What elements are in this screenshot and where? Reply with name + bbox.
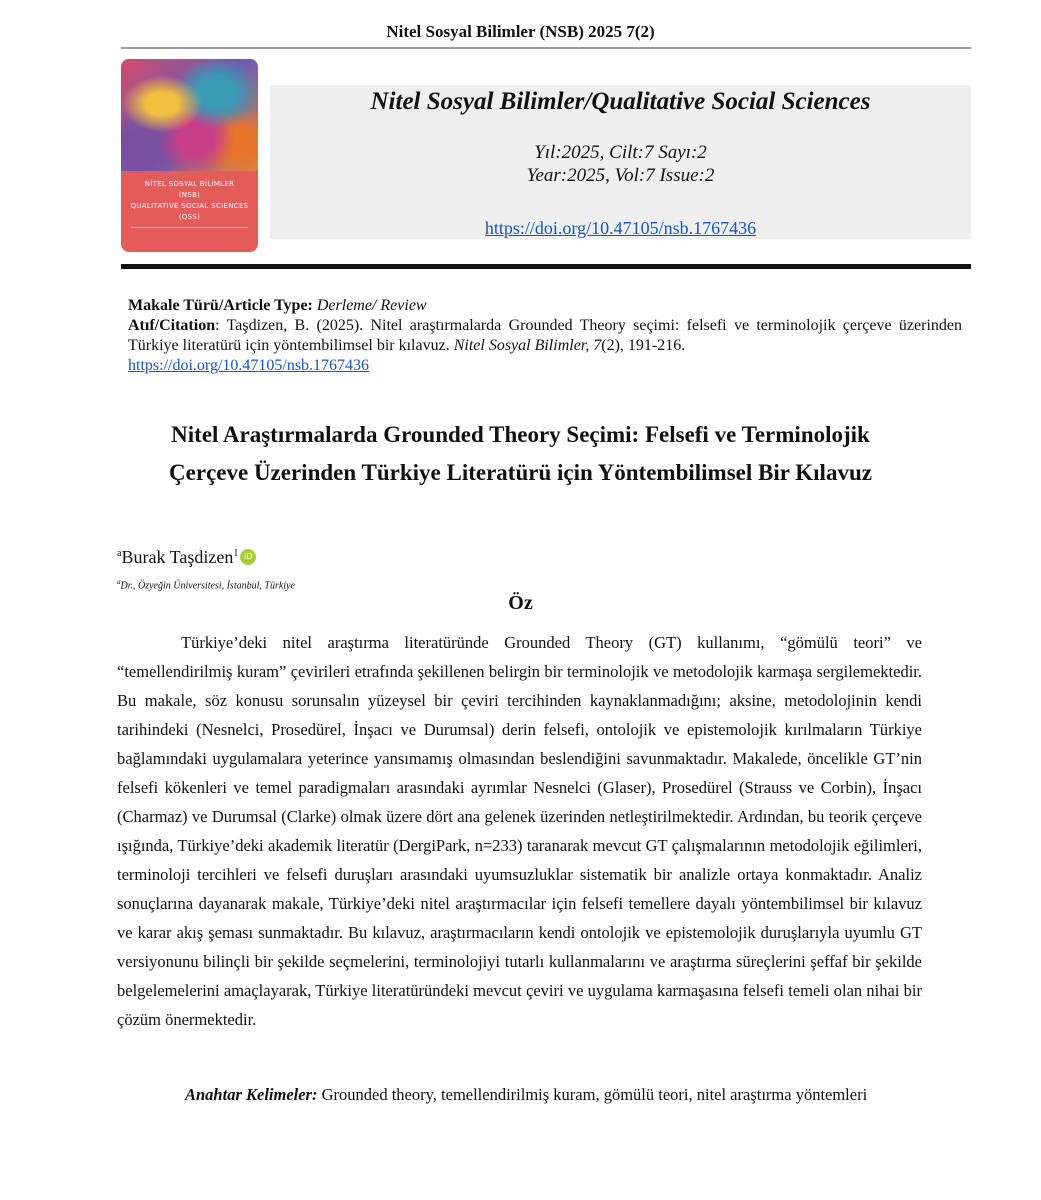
journal-issue-en: Year:2025, Vol:7 Issue:2 <box>526 165 715 186</box>
article-title <box>90 416 951 492</box>
keywords-text: Grounded theory, temellendirilmiş kuram, gömülü teori, nitel araştırma yöntemleri <box>317 1085 868 1104</box>
affiliation-prefix: a <box>117 578 121 586</box>
article-type-value: Derleme/ Review <box>316 297 427 314</box>
header-thick-rule <box>121 264 971 269</box>
journal-doi-link[interactable]: https://doi.org/10.47105/nsb.1767436 <box>484 218 757 238</box>
citation-text: : Taşdizen, B. (2025). Nitel araştırmalarda Grounded Theory seçimi: felsefi ve terminolojik çerçeve üzerinden Türkiye literatürü için yöntembilimsel bir kılavuz. <box>128 317 962 354</box>
author-line <box>117 547 256 568</box>
cover-line-3: QUALITATIVE SOCIAL SCIENCES <box>130 202 249 210</box>
author-name: Burak Taşdizen <box>121 547 234 567</box>
author-prefix: a <box>117 548 122 559</box>
citation-block <box>128 316 962 376</box>
citation-label: Atıf/Citation <box>128 317 216 334</box>
author-suffix: 1 <box>233 548 239 559</box>
cover-fine-print <box>131 227 248 248</box>
cover-line-4: (QSS) <box>178 213 201 221</box>
article-type <box>128 296 962 316</box>
keywords <box>185 1085 945 1105</box>
cover-line-2: (NSB) <box>178 191 201 199</box>
running-head: Nitel Sosyal Bilimler (NSB) 2025 7(2) <box>386 22 655 41</box>
journal-title: Nitel Sosyal Bilimler/Qualitative Social Sciences <box>370 88 871 115</box>
affiliation-text: Dr., Özyeğin Üniversitesi, İstanbul, Türkiye <box>120 580 295 592</box>
cover-text <box>127 179 252 223</box>
abstract-heading: Öz <box>508 592 533 614</box>
author-affiliation <box>117 578 295 591</box>
article-type-label: Makale Türü/Article Type: <box>128 297 313 314</box>
cover-line-1: NİTEL SOSYAL BİLİMLER <box>144 180 235 188</box>
citation-journal: Nitel Sosyal Bilimler, 7 <box>453 337 602 354</box>
journal-cover-image <box>121 59 258 252</box>
citation-doi-link[interactable]: https://doi.org/10.47105/nsb.1767436 <box>128 357 370 374</box>
article-title-line-1: Nitel Araştırmalarda Grounded Theory Seçimi: Felsefi ve Terminolojik <box>171 422 870 447</box>
header-rule <box>121 47 971 49</box>
orcid-icon[interactable]: iD <box>240 549 256 565</box>
cover-artwork <box>121 59 258 171</box>
citation-pages: (2), 191-216. <box>601 337 686 354</box>
article-title-line-2: Çerçeve Üzerinden Türkiye Literatürü için Yöntembilimsel Bir Kılavuz <box>169 460 872 485</box>
abstract-text: Türkiye’deki nitel araştırma literatüründe Grounded Theory (GT) kullanımı, “gömülü teori” ve “temellendirilmiş kuram” çevirileri etrafında şekillenen belirgin bir terminolojik ve metodolojik karmaşa sergilemektedir. Bu makale, söz konusu sorunsalın yüzeysel bir çeviri tercihinden kaynaklanmadığını; aksine, metodolojinin kendi tarihindeki (Nesnelci, Prosedürel, İnşacı ve Durumsal) derin felsefi, ontolojik ve epistemolojik kırılmaların Türkiye bağlamındaki uygulamalara yeterince yansımamış olmasından beslendiğini savunmaktadır. Makalede, öncelikle GT’nin felsefi kökenleri ve temel paradigmaları arasındaki ayrımlar Nesnelci (Glaser), Prosedürel (Strauss ve Corbin), İnşacı (Charmaz) ve Durumsal (Clarke) olmak üzere dört ana gelenek üzerinden netleştirilmektedir. Ardından, bu teorik çerçeve ışığında, Türkiye’deki akademik literatür (DergiPark, n=233) taranarak mevcut GT çalışmalarının metodolojik eğilimleri, terminoloji tercihleri ve felsefi duruşları arasındaki uyumsuzluklar sistematik bir analizle ortaya konmaktadır. Analiz sonuçlarına dayanarak makale, Türkiye’deki nitel araştırmacılar için felsefi temellere dayalı yöntembilimsel bir kılavuz ve karar akış şeması sunmaktadır. Bu kılavuz, araştırmacıların kendi ontolojik ve epistemolojik duruşlarıyla uyumlu GT versiyonunu bilinçli bir şekilde seçmelerini, terminolojiyi tutarlı kullanmalarını ve araştırma süreçlerini şeffaf bir şekilde belgelemelerini amaçlayarak, Türkiye literatüründeki mevcut çeviri ve uygulama karmaşasına felsefi temeli olan nihai bir çözüm önermektedir. <box>117 633 922 1029</box>
keywords-label: Anahtar Kelimeler: <box>185 1085 318 1104</box>
journal-issue-tr: Yıl:2025, Cilt:7 Sayı:2 <box>534 142 707 163</box>
